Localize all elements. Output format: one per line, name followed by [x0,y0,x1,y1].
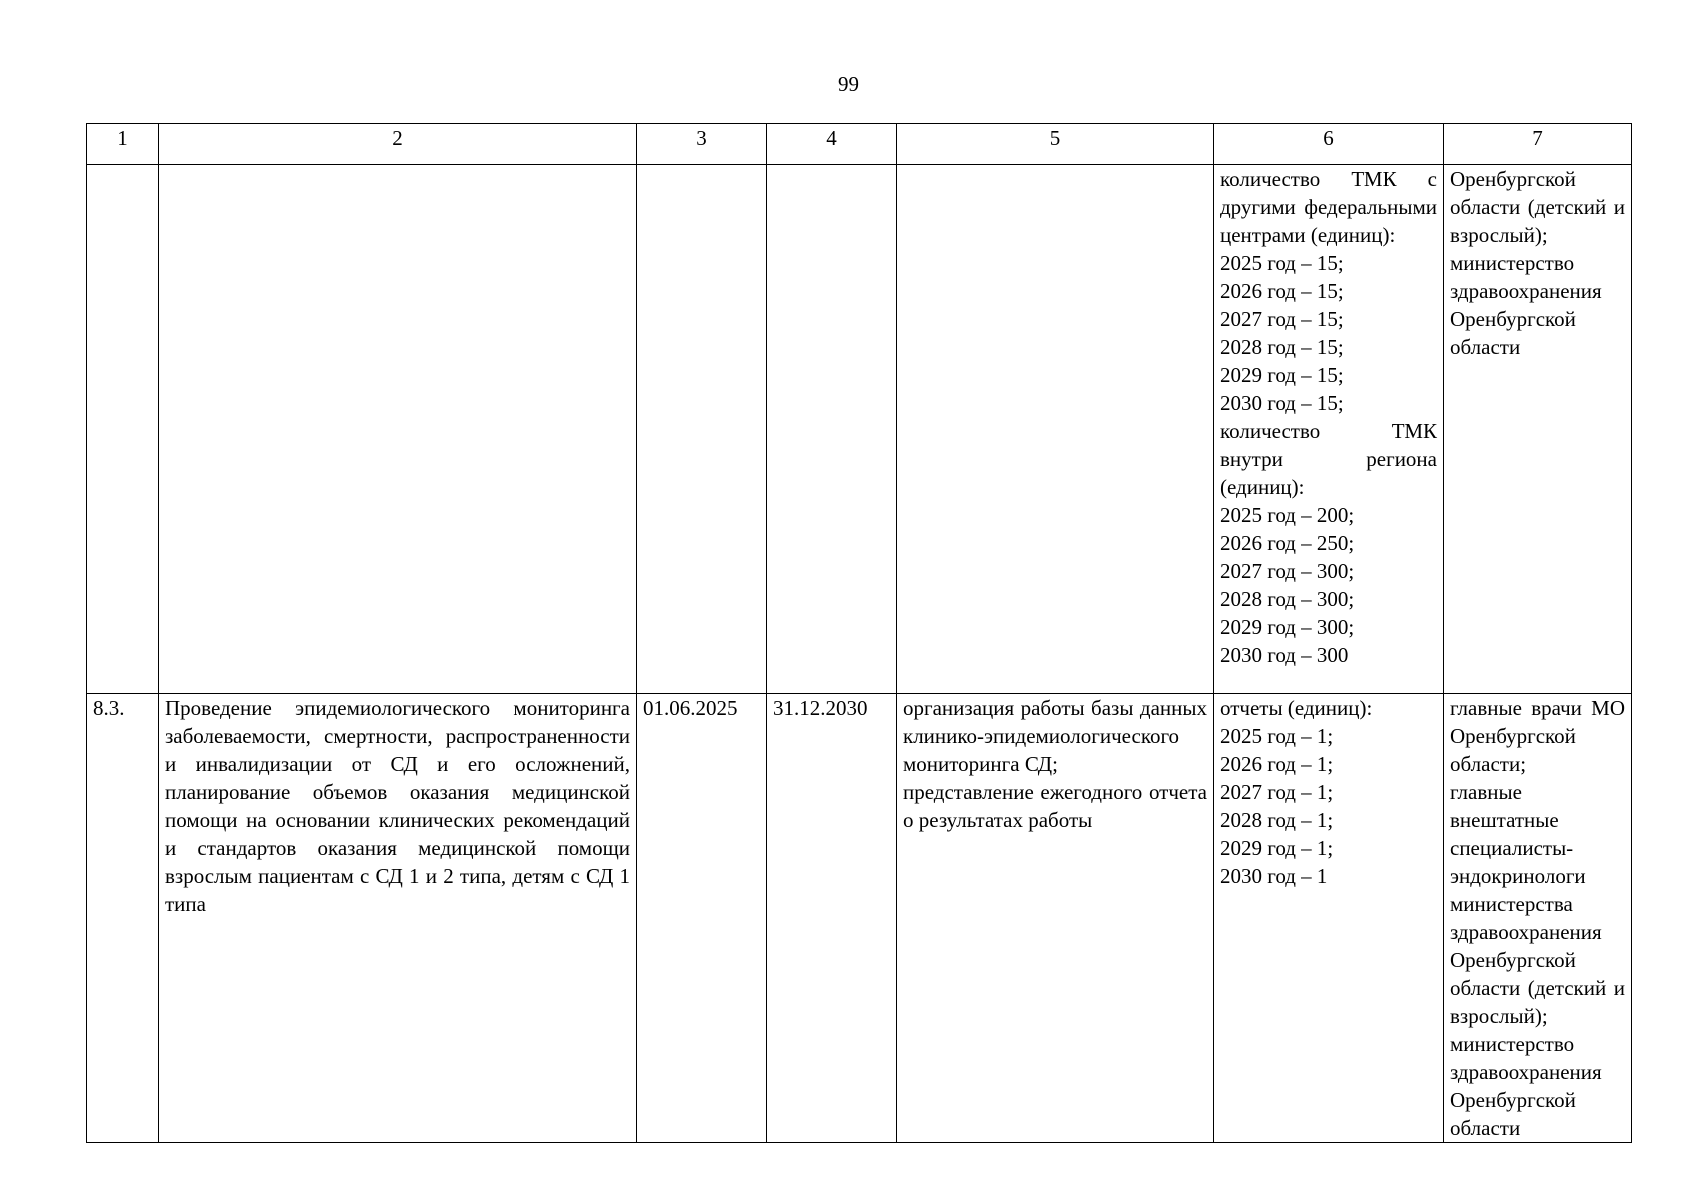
column-header-6: 6 [1214,124,1444,165]
cell-number: 8.3. [87,694,159,1143]
cell-start-date: 01.06.2025 [637,694,767,1143]
cell-result [897,165,1214,694]
cell-responsible: Оренбургской области (детский и взрослый); министерство здравоохранения Оренбургской области [1444,165,1632,694]
column-header-2: 2 [159,124,637,165]
table-row [87,165,1632,694]
cell-indicators: количество ТМК с другими федеральными центрами (единиц): 2025 год – 15; 2026 год – 15; 2027 год – 15; 2028 год – 15; 2029 год – 15; 2030 год – 15; количество ТМК внутри региона (единиц): 2025 год – 200; 2026 год – 250; 2027 год – 300; 2028 год – 300; 2029 год – 300; 2030 год – 300 [1214,165,1444,694]
table-row [87,694,1632,1143]
column-header-5: 5 [897,124,1214,165]
cell-number [87,165,159,694]
column-header-1: 1 [87,124,159,165]
cell-activity [159,165,637,694]
cell-end-date [767,165,897,694]
cell-activity: Проведение эпидемиологического мониторинга заболеваемости, смертности, распространенности и инвалидизации от СД и его осложнений, планирование объемов оказания медицинской помощи на основании клинических рекомендаций и стандартов оказания медицинской помощи взрослым пациентам с СД 1 и 2 типа, детям с СД 1 типа [159,694,637,1143]
cell-responsible: главные врачи МО Оренбургской области; главные внештатные специалисты-эндокринологи министерства здравоохранения Оренбургской области (детский и взрослый); министерство здравоохранения Оренбургской области [1444,694,1632,1143]
cell-end-date: 31.12.2030 [767,694,897,1143]
column-header-7: 7 [1444,124,1632,165]
cell-start-date [637,165,767,694]
column-header-4: 4 [767,124,897,165]
measures-table [86,123,1632,1143]
header-row [87,124,1632,165]
cell-result: организация работы базы данных клинико-эпидемиологического мониторинга СД; представление ежегодного отчета о результатах работы [897,694,1214,1143]
column-header-3: 3 [637,124,767,165]
page-number: 99 [838,72,859,96]
cell-indicators: отчеты (единиц): 2025 год – 1; 2026 год – 1; 2027 год – 1; 2028 год – 1; 2029 год – 1; 2030 год – 1 [1214,694,1444,1143]
